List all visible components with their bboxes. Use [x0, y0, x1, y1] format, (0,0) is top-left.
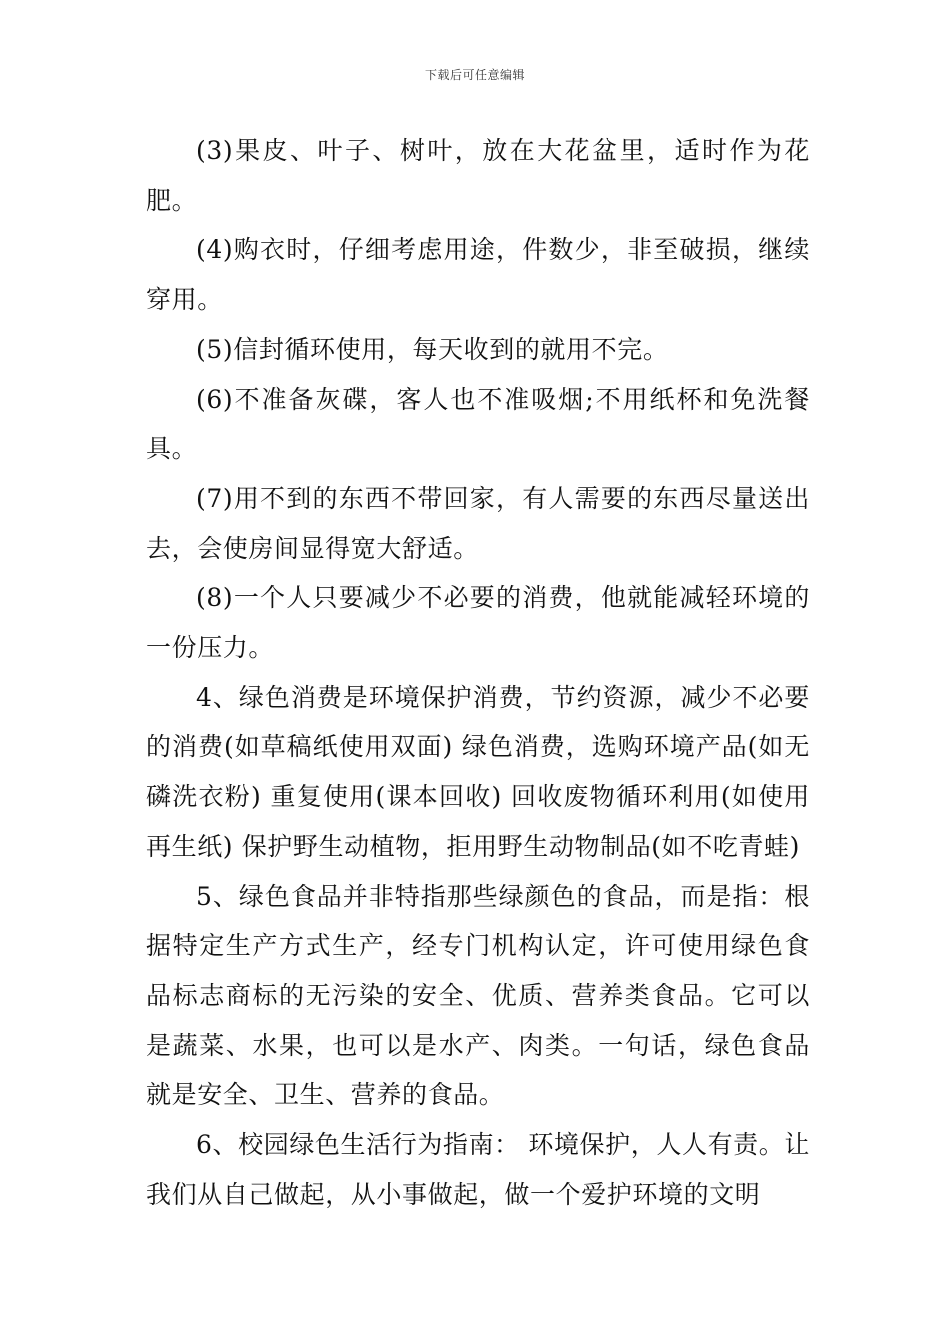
paragraph-item-5: (5)信封循环使用，每天收到的就用不完。 [196, 334, 669, 364]
paragraph-green-food: 5、绿色食品并非特指那些绿颜色的食品，而是指：根据特定生产方式生产，经专门机构认定，许可使用绿色食品标志商标的无污染的安全、优质、营养类食品。它可以是蔬菜、水果，也可以是水产、肉类。一句话，绿色食品就是安全、卫生、营养的食品。 [146, 881, 810, 1110]
paragraph-campus-guide: 6、校园绿色生活行为指南： 环境保护，人人有责。让我们从自己做起，从小事做起，做一个爱护环境的文明 [146, 1130, 810, 1209]
page-header: 下载后可任意编辑 [424, 68, 525, 82]
document-body [146, 126, 810, 1219]
paragraph-green-consumption: 4、绿色消费是环境保护消费，节约资源，减少不必要的消费(如草稿纸使用双面) 绿色消费，选购环境产品(如无磷洗衣粉) 重复使用(课本回收) 回收废物循环利用(如使用再生纸) 保护野生动植物，拒用野生动物制品(如不吃青蛙) [146, 682, 810, 861]
paragraph-item-7: (7)用不到的东西不带回家，有人需要的东西尽量送出去，会使房间显得宽大舒适。 [146, 483, 810, 563]
paragraph-item-4: (4)购衣时，仔细考虑用途，件数少，非至破损，继续穿用。 [146, 235, 810, 315]
paragraph-item-8: (8)一个人只要减少不必要的消费，他就能减轻环境的一份压力。 [146, 583, 810, 663]
paragraph-item-6: (6)不准备灰碟，客人也不准吸烟;不用纸杯和免洗餐具。 [146, 384, 810, 464]
paragraph-item-3: (3)果皮、叶子、树叶，放在大花盆里，适时作为花肥。 [146, 136, 810, 215]
